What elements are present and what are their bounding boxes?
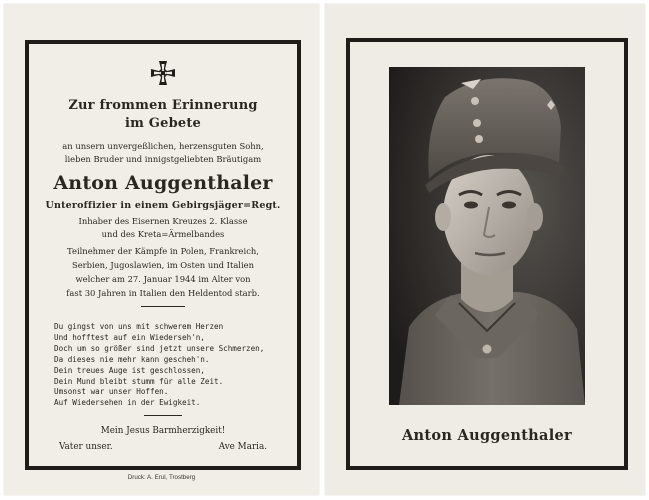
photo-caption-name: Anton Auggenthaler: [402, 427, 572, 444]
poem-line: Du gingst von uns mit schwerem Herzen: [54, 322, 224, 331]
portrait-illustration: [389, 67, 585, 405]
award-line-2: und des Kreta=Ärmelbandes: [101, 229, 225, 239]
poem-line: Dein treues Auge ist geschlossen,: [54, 365, 205, 375]
poem-line: Und hofftest auf ein Wiederseh'n,: [54, 332, 205, 342]
service-line-3: welcher am 27. Januar 1944 im Alter von: [75, 274, 251, 284]
divider-rule: [144, 415, 182, 416]
memorial-photo-card: [325, 4, 645, 495]
heading-line-1: Zur frommen Erinnerung: [68, 98, 258, 113]
prayer-line: Mein Jesus Barmherzigkeit!: [100, 426, 226, 436]
black-mourning-border: [346, 38, 628, 470]
dedication-line-2: lieben Bruder und innigstgeliebten Bräutigam: [64, 154, 262, 164]
award-line-1: Inhaber des Eisernen Kreuzes 2. Klasse: [78, 216, 248, 226]
service-line-4: fast 30 Jahren in Italien den Heldentod starb.: [66, 288, 260, 298]
deceased-name: Anton Auggenthaler: [53, 172, 273, 194]
divider-rule: [141, 306, 185, 307]
poem-line: Da dieses nie mehr kann gescheh'n.: [54, 354, 210, 364]
iron-cross-icon: [150, 60, 176, 86]
service-line-2: Serbien, Jugoslawien, im Osten und Italien: [71, 260, 255, 270]
prayer-vater-unser: Vater unser.: [59, 442, 113, 452]
poem-line: Auf Wiedersehen in der Ewigkeit.: [54, 398, 201, 408]
prayer-ave-maria: Ave Maria.: [218, 442, 267, 452]
memorial-text-card: [4, 4, 319, 495]
service-line-1: Teilnehmer der Kämpfe in Polen, Frankreich,: [67, 246, 259, 256]
printer-credit: Druck: A. Erul, Trostberg: [127, 474, 196, 481]
dedication-line-1: an unsern unvergeßlichen, herzensguten Sohn,: [62, 141, 264, 151]
poem-line: Doch um so größer sind jetzt unsere Schmerzen,: [54, 343, 265, 353]
poem-line: Umsonst war unser Hoffen.: [54, 387, 169, 397]
military-rank: Unteroffizier in einem Gebirgsjäger=Regt.: [45, 200, 281, 211]
heading-line-2: im Gebete: [124, 116, 202, 131]
poem-line: Dein Mund bleibt stumm für alle Zeit.: [54, 376, 224, 386]
black-mourning-border: [25, 40, 301, 470]
soldier-portrait-photo: [389, 67, 585, 405]
memorial-poem: [54, 322, 284, 409]
